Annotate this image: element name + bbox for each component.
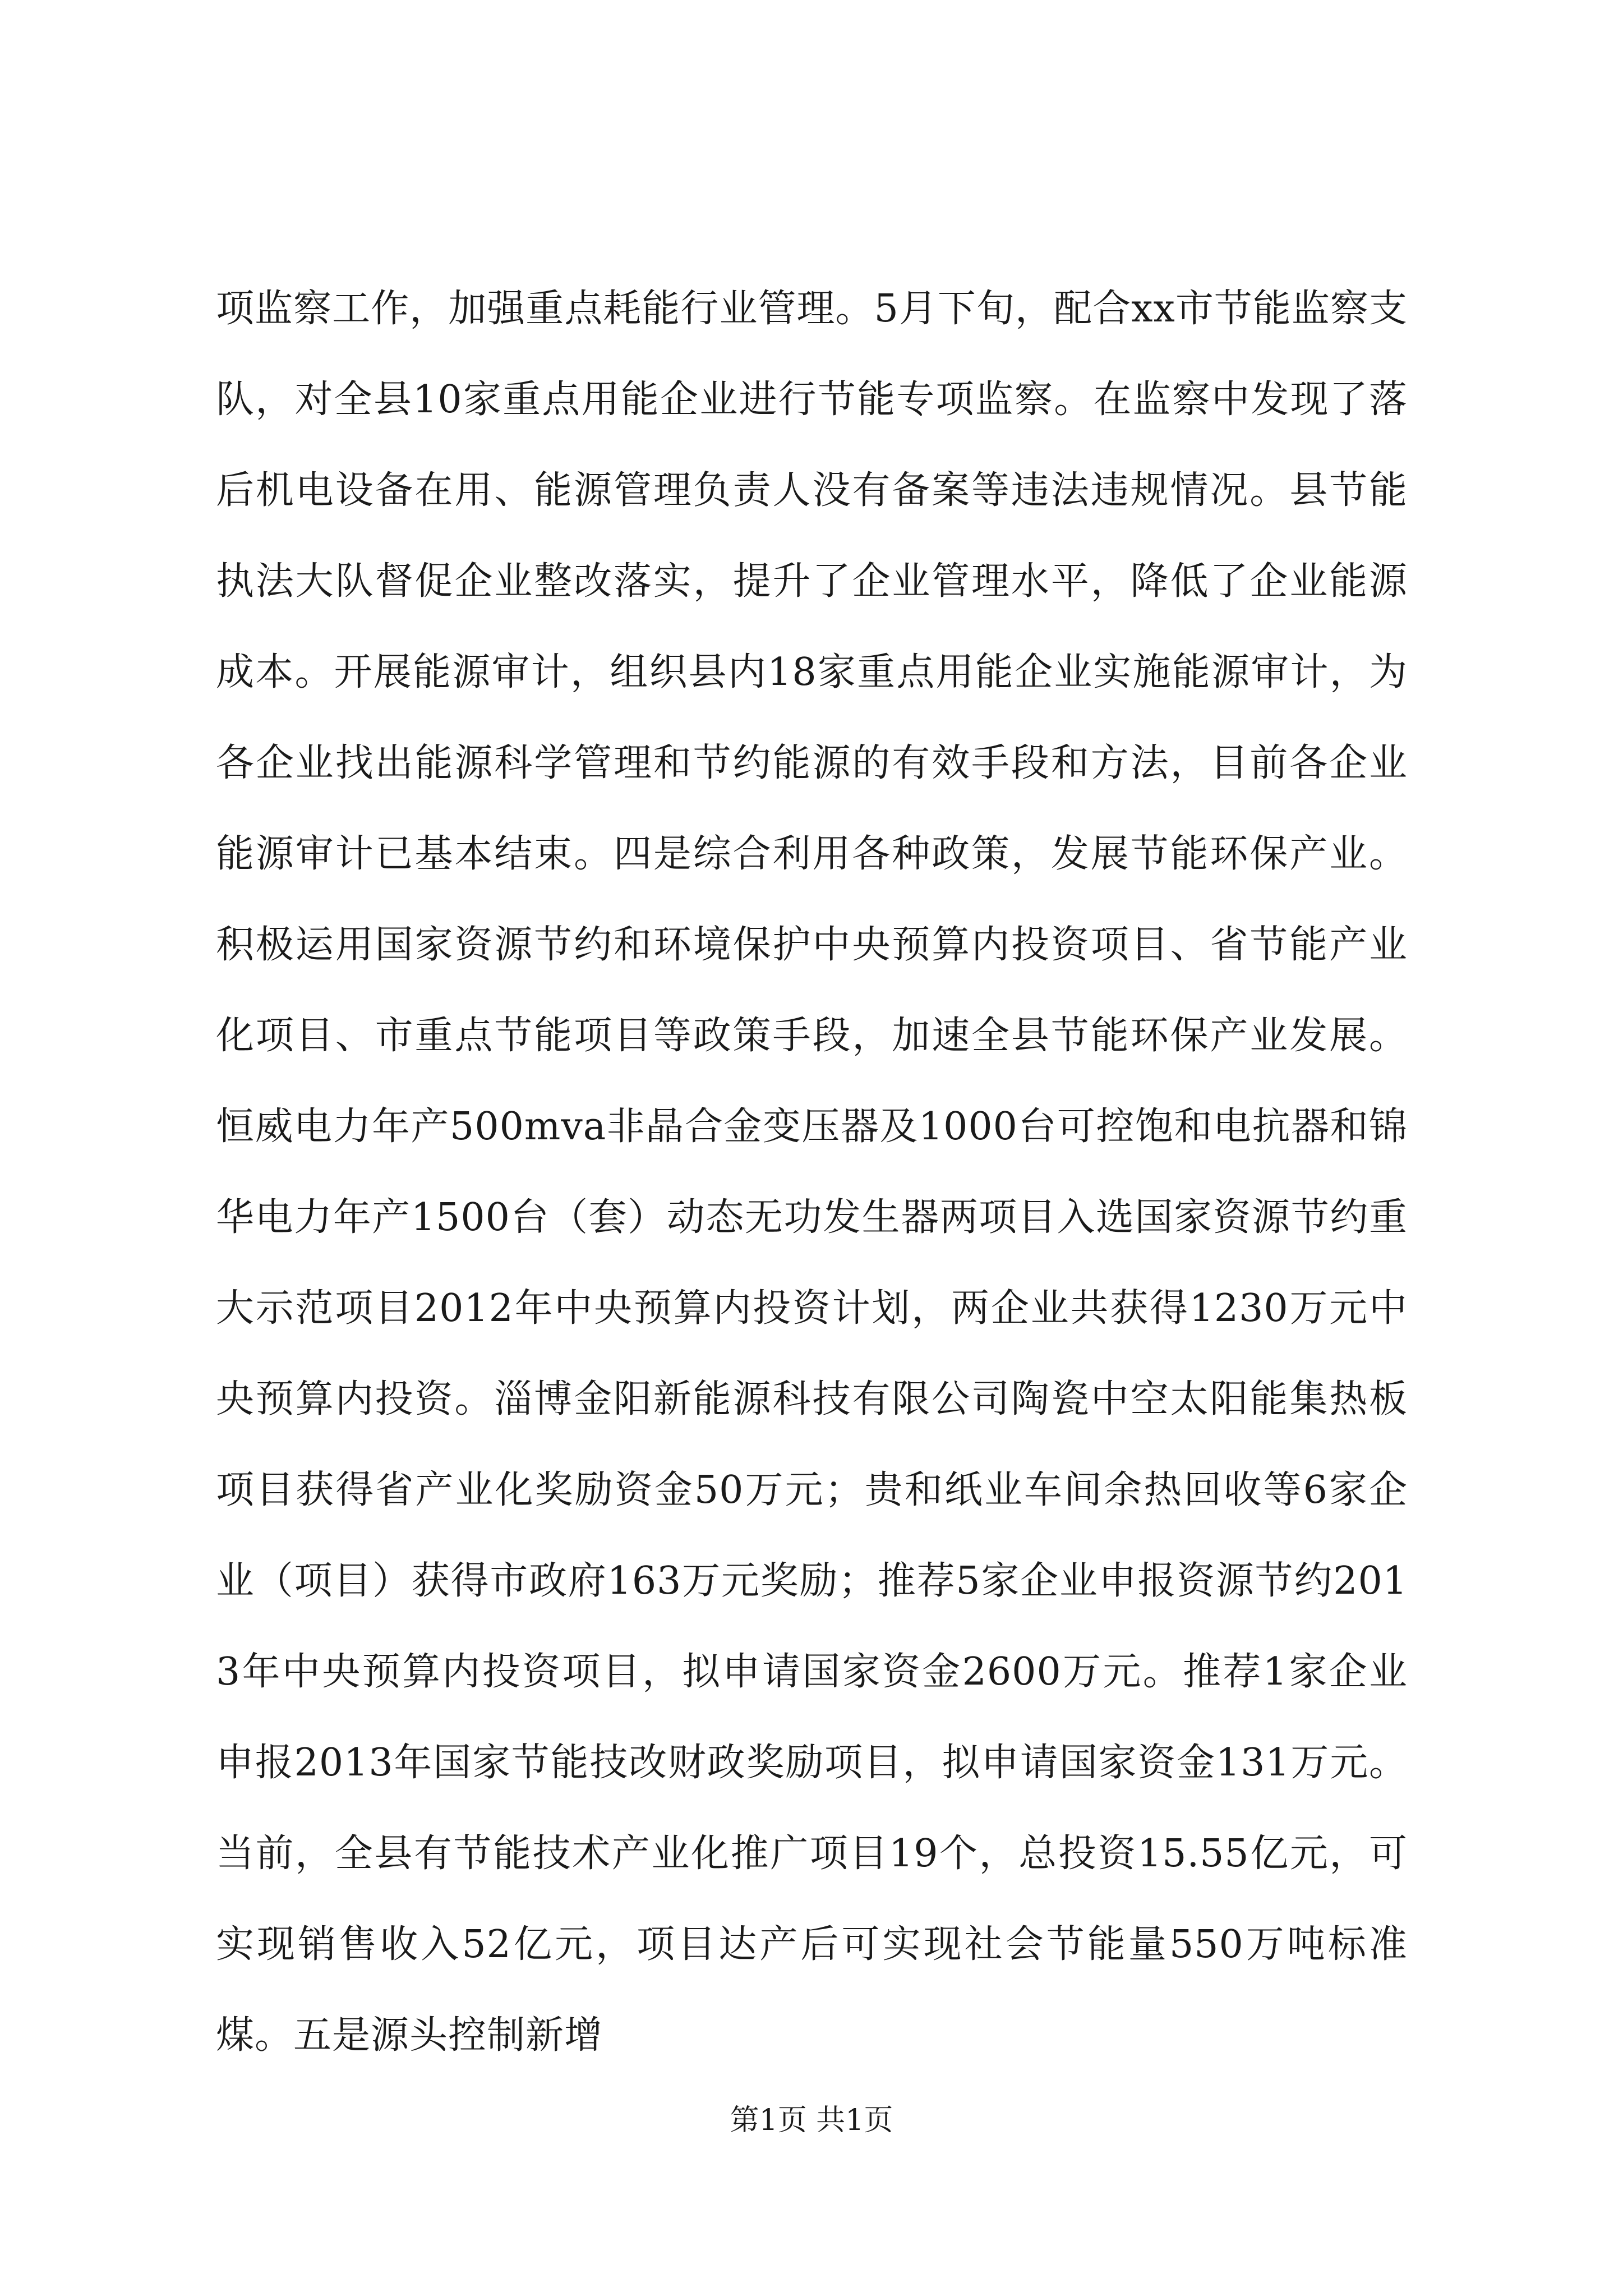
body-paragraph: 项监察工作，加强重点耗能行业管理。5月下旬，配合xx市节能监察支队，对全县10家重点用能企业进行节能专项监察。在监察中发现了落后机电设备在用、能源管理负责人没有备案等违法违规情况。县节能执法大队督促企业整改落实，提升了企业管理水平，降低了企业能源成本。开展能源审计，组织县内18家重点用能企业实施能源审计，为各企业找出能源科学管理和节约能源的有效手段和方法，目前各企业能源审计已基本结束。四是综合利用各种政策，发展节能环保产业。积极运用国家资源节约和环境保护中央预算内投资项目、省节能产业化项目、市重点节能项目等政策手段，加速全县节能环保产业发展。恒威电力年产500mva非晶合金变压器及1000台可控饱和电抗器和锦华电力年产1500台（套）动态无功发生器两项目入选国家资源节约重大示范项目2012年中央预算内投资计划，两企业共获得1230万元中央预算内投资。淄博金阳新能源科技有限公司陶瓷中空太阳能集热板项目获得省产业化奖励资金50万元；贵和纸业车间余热回收等6家企业（项目）获得市政府163万元奖励；推荐5家企业申报资源节约2013年中央预算内投资项目，拟申请国家资金2600万元。推荐1家企业申报2013年国家节能技改财政奖励项目，拟申请国家资金131万元。当前，全县有节能技术产业化推广项目19个，总投资15.55亿元，可实现销售收入52亿元，项目达产后可实现社会节能量550万吨标准煤。五是源头控制新增 xyxy=(216,287,1408,2058)
page-footer: 第1页 共1页 xyxy=(730,2104,893,2137)
